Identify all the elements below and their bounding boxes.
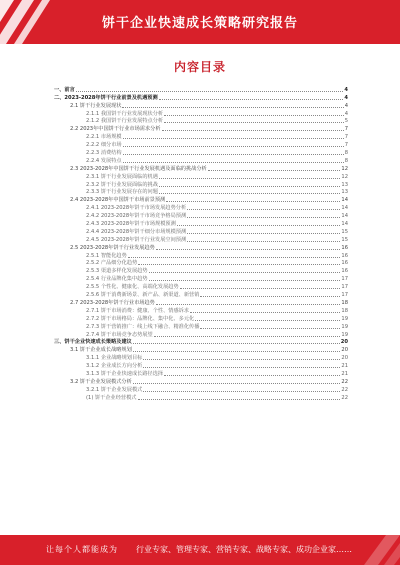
toc-entry-page: 4: [344, 102, 348, 109]
dot-leader: [180, 288, 341, 289]
toc-entry-label: 3.1.2 企业成长方向分析: [86, 363, 143, 370]
toc-entry[interactable]: [52, 369, 348, 377]
toc-entry-label: 2.2.4 发展特点: [86, 157, 122, 164]
toc-entry-page: 14: [341, 197, 348, 204]
dot-leader: [159, 193, 340, 194]
toc-entry-label: 2.3 2023-2028年中国饼干行业发展机遇及面临的挑战分析: [70, 165, 207, 172]
toc-entry-page: 5: [344, 118, 348, 125]
dot-leader: [187, 241, 340, 242]
dot-leader: [190, 312, 340, 313]
toc-entry-page: 21: [341, 370, 348, 377]
toc-entry[interactable]: [52, 345, 348, 353]
dot-leader: [138, 399, 341, 400]
toc-entry-label: 2.2 2023年中国饼干行业市场需求分析: [70, 126, 161, 133]
toc-entry[interactable]: [52, 93, 348, 101]
toc-entry[interactable]: [52, 172, 348, 180]
toc-entry-page: 18: [341, 307, 348, 314]
dot-leader: [149, 280, 341, 281]
toc-entry-page: 12: [341, 173, 348, 180]
toc-entry[interactable]: [52, 306, 348, 314]
toc-entry-label: 2.5.4 行业品牌化集中趋势: [86, 276, 148, 283]
dot-leader: [123, 162, 344, 163]
toc-entry-page: 4: [344, 110, 348, 117]
toc-entry[interactable]: [52, 385, 348, 393]
dot-leader: [128, 257, 341, 258]
toc-entry-label: 2.4.3 2023-2028年饼干市场规模预测: [86, 221, 176, 228]
toc-entry-page: 20: [341, 347, 348, 354]
toc-entry[interactable]: [52, 124, 348, 132]
toc-entry-label: 2.4.4 2023-2028年饼干细分市场规模预测: [86, 228, 187, 235]
toc-entry-label: (1) 饼干企业经营模式: [86, 394, 137, 401]
toc-entry[interactable]: [52, 132, 348, 140]
toc-entry[interactable]: [52, 235, 348, 243]
dot-leader: [159, 99, 344, 100]
dot-leader: [159, 186, 340, 187]
toc-entry-page: 7: [344, 134, 348, 141]
dot-leader: [133, 383, 341, 384]
toc-entry-label: 2.5.1 智能化趋势: [86, 252, 127, 259]
toc-entry-label: 2.4.1 2023-2028年饼干市场发展趋势分析: [86, 205, 187, 212]
toc-entry-page: 8: [344, 157, 348, 164]
toc-entry[interactable]: [52, 251, 348, 259]
toc-entry-page: 7: [344, 126, 348, 133]
toc-entry-page: 19: [341, 323, 348, 330]
toc-entry[interactable]: [52, 361, 348, 369]
dot-leader: [76, 91, 344, 92]
footer-banner: [0, 535, 400, 565]
toc-entry[interactable]: [52, 211, 348, 219]
toc-entry[interactable]: [52, 140, 348, 148]
toc-entry-page: 16: [341, 252, 348, 259]
toc-entry-page: 4: [344, 86, 348, 93]
toc-entry-page: 8: [344, 150, 348, 157]
toc-entry-label: 2.1.1 我国饼干行业发展现状分析: [86, 110, 164, 117]
dot-leader: [200, 328, 340, 329]
toc-entry-label: 3.1.3 饼干企业快速成长路径选择: [86, 370, 164, 377]
dot-leader: [187, 209, 340, 210]
dot-leader: [162, 130, 344, 131]
report-title: 饼干企业快速成长策略研究报告: [101, 16, 298, 31]
dot-leader: [123, 154, 344, 155]
toc-entry[interactable]: [52, 259, 348, 267]
toc-entry-page: 14: [341, 205, 348, 212]
toc-entry-label: 2.3.2 饼干行业发展面临的挑战: [86, 181, 158, 188]
toc-entry-label: 2.7.1 饼干市场消费：健康、个性、情感诉求: [86, 307, 190, 314]
toc-entry[interactable]: [52, 243, 348, 251]
toc-entry-page: 18: [341, 299, 348, 306]
toc-entry-label: 2.5 2023-2028年饼干行业发展趋势: [70, 244, 155, 251]
dot-leader: [143, 391, 340, 392]
toc-entry-page: 22: [341, 378, 348, 385]
toc-entry[interactable]: [52, 101, 348, 109]
dot-leader: [154, 336, 341, 337]
toc-entry-label: 2.4.2 2023-2028年饼干市场竞争格局预测: [86, 213, 187, 220]
dot-leader: [200, 296, 340, 297]
toc-entry[interactable]: [52, 282, 348, 290]
toc-entry[interactable]: [52, 156, 348, 164]
footer-tagline: 行业专家、管理专家、营销专家、战略专家、成功企业家……: [136, 545, 352, 554]
dot-leader: [156, 304, 341, 305]
toc-entry[interactable]: [52, 314, 348, 322]
toc-entry-label: 2.2.3 消费结构: [86, 150, 122, 157]
toc-entry[interactable]: [52, 188, 348, 196]
toc-entry-label: 2.5.2 产品细分化趋势: [86, 260, 138, 267]
table-of-contents: [52, 85, 348, 401]
dot-leader: [138, 264, 340, 265]
toc-entry-page: 16: [341, 244, 348, 251]
toc-entry-page: 15: [341, 228, 348, 235]
toc-entry-label: 3.1 饼干企业成长战略规划: [70, 347, 132, 354]
toc-entry[interactable]: [52, 164, 348, 172]
toc-entry-label: 2.2.1 市场规模: [86, 134, 122, 141]
dot-leader: [164, 375, 340, 376]
toc-entry[interactable]: [52, 148, 348, 156]
toc-entry-label: 2.1 饼干行业发展现状: [70, 102, 122, 109]
toc-entry-label: 2.7.4 饼干市场竞争态势展望: [86, 331, 153, 338]
toc-entry[interactable]: [52, 85, 348, 93]
toc-entry-label: 2.5.5 个性化、健康化、高端化发展趋势: [86, 284, 179, 291]
stripe-decoration: [344, 535, 400, 565]
toc-entry-label: 2.4.5 2023-2028年饼干行业发展空间预测: [86, 236, 187, 243]
toc-entry[interactable]: [52, 180, 348, 188]
toc-entry[interactable]: [52, 290, 348, 298]
dot-leader: [159, 178, 340, 179]
dot-leader: [187, 217, 340, 218]
dot-leader: [143, 359, 340, 360]
dot-leader: [208, 170, 341, 171]
toc-entry-label: 一、前言: [54, 86, 75, 93]
toc-entry[interactable]: [52, 219, 348, 227]
toc-entry[interactable]: [52, 195, 348, 203]
dot-leader: [133, 351, 341, 352]
toc-entry[interactable]: [52, 330, 348, 338]
toc-heading: 内容目录: [173, 60, 226, 74]
toc-entry-page: 16: [341, 268, 348, 275]
toc-entry-label: 3.1.1 企业战略规划目标: [86, 355, 143, 362]
dot-leader: [143, 367, 340, 368]
toc-entry[interactable]: [52, 393, 348, 401]
toc-entry[interactable]: [52, 274, 348, 282]
toc-entry-label: 2.4 2023-2028年中国饼干市场前景预测: [70, 197, 166, 204]
toc-entry-page: 12: [341, 165, 348, 172]
toc-entry-page: 19: [341, 315, 348, 322]
dot-leader: [123, 138, 344, 139]
toc-entry-label: 3.2 饼干企业发展模式分析: [70, 378, 132, 385]
toc-entry[interactable]: [52, 322, 348, 330]
footer-slogan: 让每个人都能成为: [46, 545, 118, 554]
toc-entry-page: 20: [341, 355, 348, 362]
toc-entry-label: 二、2023-2028年饼干行业前景及机遇预测: [54, 94, 158, 101]
toc-entry[interactable]: [52, 377, 348, 385]
toc-entry-page: 14: [341, 221, 348, 228]
dot-leader: [164, 115, 344, 116]
toc-entry-page: 14: [341, 213, 348, 220]
toc-entry-label: 2.3.1 饼干行业发展面临的机遇: [86, 173, 158, 180]
toc-entry-label: 2.1.2 我国饼干行业发展特点分析: [86, 118, 164, 125]
toc-entry-page: 22: [341, 394, 348, 401]
header-banner: [0, 0, 400, 44]
toc-entry-page: 22: [341, 386, 348, 393]
toc-entry-page: 19: [341, 331, 348, 338]
toc-entry-label: 2.5.3 渠道多样化发展趋势: [86, 268, 148, 275]
toc-entry[interactable]: [52, 298, 348, 306]
toc-entry-label: 三、饼干企业快速成长策略及建议: [54, 339, 132, 346]
toc-entry-page: 7: [344, 142, 348, 149]
toc-entry-page: 17: [341, 276, 348, 283]
dot-leader: [122, 107, 343, 108]
toc-entry-page: 21: [341, 363, 348, 370]
toc-entry-page: 20: [340, 339, 348, 346]
toc-entry-label: 2.7.3 饼干营销推广：线上线下融合、精准化传播: [86, 323, 200, 330]
toc-entry-label: 2.2.2 细分市场: [86, 142, 122, 149]
toc-entry[interactable]: [52, 266, 348, 274]
toc-entry-page: 15: [341, 236, 348, 243]
toc-entry-label: 2.3.3 饼干行业发展存在的问题: [86, 189, 158, 196]
dot-leader: [164, 122, 344, 123]
toc-entry[interactable]: [52, 109, 348, 117]
toc-entry-page: 4: [344, 94, 348, 101]
toc-entry[interactable]: [52, 353, 348, 361]
dot-leader: [149, 272, 341, 273]
dot-leader: [187, 233, 340, 234]
toc-entry-page: 13: [341, 189, 348, 196]
toc-entry-label: 3.2.1 饼干企业发展模式: [86, 386, 143, 393]
toc-entry-label: 2.5.6 饼干消费新场景、新产品、新渠道、新营销: [86, 292, 200, 299]
dot-leader: [123, 146, 344, 147]
toc-entry-page: 17: [341, 292, 348, 299]
toc-entry-page: 17: [341, 284, 348, 291]
toc-entry-page: 13: [341, 181, 348, 188]
toc-entry-label: 2.7 2023-2028年饼干行业市场趋势: [70, 299, 155, 306]
dot-leader: [133, 343, 340, 344]
toc-entry[interactable]: [52, 338, 348, 346]
toc-entry-page: 16: [341, 260, 348, 267]
dot-leader: [156, 249, 341, 250]
toc-entry[interactable]: [52, 203, 348, 211]
toc-entry[interactable]: [52, 227, 348, 235]
dot-leader: [195, 320, 340, 321]
toc-entry[interactable]: [52, 117, 348, 125]
dot-leader: [166, 201, 340, 202]
dot-leader: [177, 225, 341, 226]
toc-entry-label: 2.7.2 饼干市场格局：品牌化、集中化、多元化: [86, 315, 195, 322]
